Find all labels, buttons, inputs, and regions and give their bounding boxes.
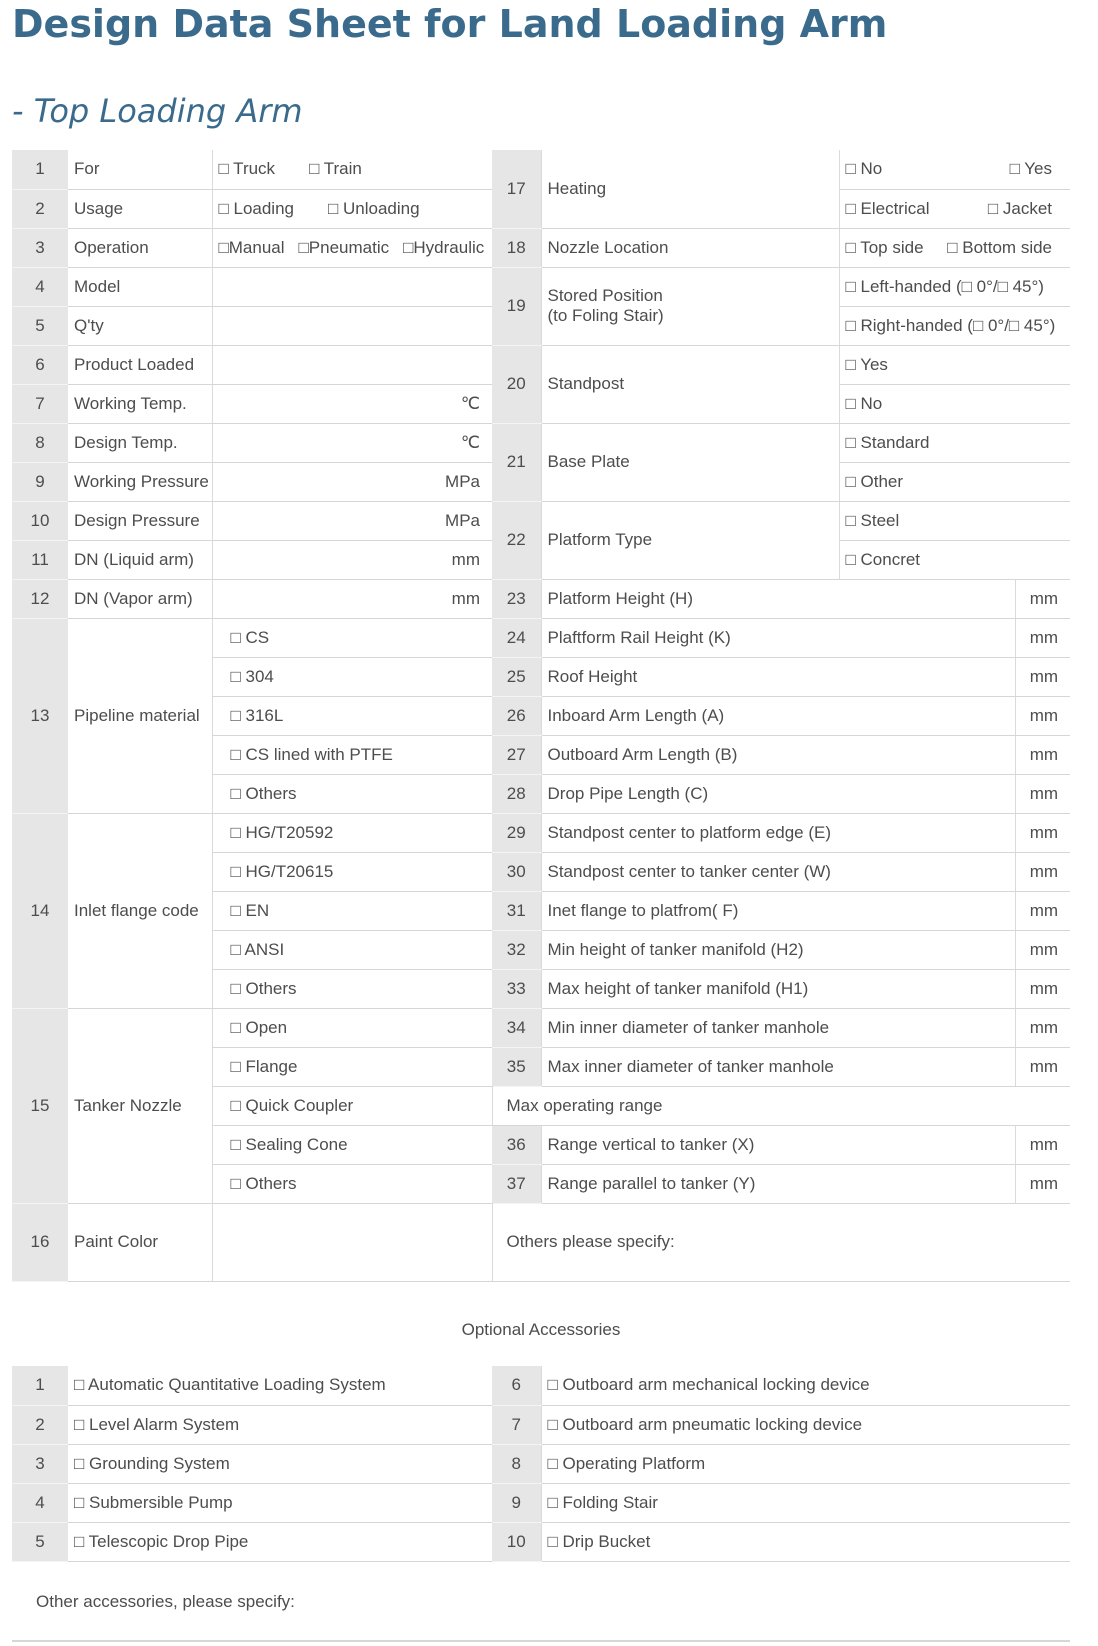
label-text: Base Plate <box>547 452 630 471</box>
option-cell <box>839 228 1070 267</box>
value-field[interactable]: mm <box>1015 618 1070 657</box>
row-label: Drop Pipe Length (C) <box>541 774 1015 813</box>
value-field[interactable]: mm <box>212 540 492 579</box>
table-row <box>12 1008 1070 1047</box>
row-label: For <box>68 150 212 189</box>
row-label: Plaftform Rail Height (K) <box>541 618 1015 657</box>
value-field[interactable]: MPa <box>212 501 492 540</box>
row-number: 8 <box>12 423 68 462</box>
row-number: 9 <box>492 1483 541 1522</box>
table-row <box>12 423 1070 462</box>
value-field[interactable]: mm <box>1015 579 1070 618</box>
page-subtitle: - Top Loading Arm <box>12 92 303 130</box>
value-field[interactable]: mm <box>1015 930 1070 969</box>
option-group <box>846 277 1065 297</box>
option-cell <box>839 423 1070 462</box>
checkbox-option[interactable]: □ Truck <box>218 159 276 179</box>
checkbox-option[interactable]: □ EN <box>230 900 270 920</box>
row-label: Tanker Nozzle <box>68 1008 212 1203</box>
checkbox-option[interactable]: □ Left-handed (□ 0°/□ 45°) <box>845 276 1044 296</box>
row-number: 4 <box>12 267 68 306</box>
row-label: Inet flange to platfrom( F) <box>541 891 1015 930</box>
option-group <box>846 472 1065 492</box>
row-label: Max height of tanker manifold (H1) <box>541 969 1015 1008</box>
checkbox-option[interactable]: □ Electrical <box>845 198 930 218</box>
table-row <box>12 267 1070 306</box>
row-label <box>541 345 839 423</box>
row-number: 30 <box>492 852 541 891</box>
row-label: Paint Color <box>68 1203 212 1281</box>
checkbox-option[interactable]: □ Jacket <box>987 198 1053 218</box>
row-number: 27 <box>492 735 541 774</box>
option-cell <box>839 345 1070 384</box>
checkbox-option[interactable]: □ Others <box>230 978 297 998</box>
row-number: 5 <box>12 1522 68 1561</box>
row-label: Min inner diameter of tanker manhole <box>541 1008 1015 1047</box>
option-group <box>846 433 1065 453</box>
checkbox-option[interactable]: □ CS <box>230 627 270 647</box>
checkbox-option[interactable]: □ Loading <box>218 198 294 218</box>
checkbox-option[interactable]: □ No <box>845 159 883 179</box>
row-label: Range parallel to tanker (Y) <box>541 1164 1015 1203</box>
row-label: Design Pressure <box>68 501 212 540</box>
accessory-checkbox[interactable]: □ Outboard arm mechanical locking device <box>541 1366 1070 1405</box>
checkbox-option[interactable]: □ Open <box>230 1017 288 1037</box>
accessory-checkbox[interactable]: □ Level Alarm System <box>68 1405 492 1444</box>
accessory-row <box>12 1366 1070 1405</box>
row-label: Max inner diameter of tanker manhole <box>541 1047 1015 1086</box>
accessory-row <box>12 1522 1070 1561</box>
accessory-checkbox[interactable]: □ Automatic Quantitative Loading System <box>68 1366 492 1405</box>
option-cell <box>212 1164 492 1203</box>
checkbox-option[interactable]: □ Train <box>309 159 362 179</box>
value-field[interactable]: MPa <box>212 462 492 501</box>
checkbox-option[interactable]: □Manual <box>218 237 285 257</box>
option-cell <box>839 384 1070 423</box>
accessories-heading: Optional Accessories <box>461 1320 621 1339</box>
option-group <box>846 355 1065 375</box>
checkbox-option[interactable]: □ 304 <box>230 666 274 686</box>
checkbox-option[interactable]: □ Yes <box>1009 159 1053 179</box>
row-label: DN (Liquid arm) <box>68 540 212 579</box>
option-group <box>846 394 1065 414</box>
value-field[interactable]: mm <box>1015 852 1070 891</box>
row-number: 28 <box>492 774 541 813</box>
row-label: Range vertical to tanker (X) <box>541 1125 1015 1164</box>
value-field[interactable]: mm <box>212 579 492 618</box>
checkbox-option[interactable]: □ HG/T20592 <box>230 822 334 842</box>
accessory-checkbox[interactable]: □ Operating Platform <box>541 1444 1070 1483</box>
checkbox-option[interactable]: □Pneumatic <box>298 237 390 257</box>
row-number: 25 <box>492 657 541 696</box>
checkbox-option[interactable]: □ Right-handed (□ 0°/□ 45°) <box>845 315 1056 335</box>
option-cell <box>212 189 492 228</box>
accessory-row <box>12 1483 1070 1522</box>
checkbox-option[interactable]: □ Flange <box>230 1056 298 1076</box>
table-row <box>12 345 1070 384</box>
checkbox-option[interactable]: □ Quick Coupler <box>230 1095 354 1115</box>
row-number: 10 <box>12 501 68 540</box>
row-number: 5 <box>12 306 68 345</box>
row-label: Standpost center to tanker center (W) <box>541 852 1015 891</box>
option-cell <box>212 735 492 774</box>
row-number: 3 <box>12 228 68 267</box>
row-number: 3 <box>12 1444 68 1483</box>
row-label: Inboard Arm Length (A) <box>541 696 1015 735</box>
row-number: 22 <box>492 501 541 579</box>
table-row <box>12 150 1070 189</box>
option-cell <box>212 1086 492 1125</box>
accessory-checkbox[interactable]: □ Grounding System <box>68 1444 492 1483</box>
bottom-divider <box>12 1640 1070 1642</box>
row-label: Design Temp. <box>68 423 212 462</box>
row-number: 23 <box>492 579 541 618</box>
option-cell <box>839 189 1070 228</box>
option-cell <box>212 774 492 813</box>
row-label: Roof Height <box>541 657 1015 696</box>
checkbox-option[interactable]: □ Bottom side <box>947 237 1053 257</box>
option-cell <box>839 540 1070 579</box>
checkbox-option[interactable]: □Hydraulic <box>403 237 485 257</box>
option-group <box>846 238 1065 258</box>
row-number: 37 <box>492 1164 541 1203</box>
row-number: 19 <box>492 267 541 345</box>
row-label <box>541 423 839 501</box>
table-row <box>12 501 1070 540</box>
option-cell <box>212 657 492 696</box>
range-heading: Max operating range <box>492 1086 1070 1125</box>
table-row <box>12 1203 1070 1242</box>
checkbox-option[interactable]: □ Top side <box>845 237 924 257</box>
option-cell <box>839 267 1070 306</box>
option-cell <box>212 228 492 267</box>
row-number: 12 <box>12 579 68 618</box>
checkbox-option[interactable]: □ Unloading <box>328 198 420 218</box>
row-label: Outboard Arm Length (B) <box>541 735 1015 774</box>
value-field[interactable]: mm <box>1015 1008 1070 1047</box>
other-accessories-label: Other accessories, please specify: <box>36 1592 295 1611</box>
option-cell <box>212 696 492 735</box>
option-cell <box>212 852 492 891</box>
checkbox-option[interactable]: □ Others <box>230 783 297 803</box>
design-data-table <box>12 150 1070 1476</box>
row-number: 17 <box>492 150 541 228</box>
label-text: Platform Type <box>547 530 653 549</box>
row-number: 32 <box>492 930 541 969</box>
row-number: 26 <box>492 696 541 735</box>
checkbox-option[interactable]: □ No <box>845 393 883 413</box>
option-cell <box>212 930 492 969</box>
page-title: Design Data Sheet for Land Loading Arm <box>12 2 888 46</box>
row-number: 35 <box>492 1047 541 1086</box>
accessories-table <box>12 1366 1070 1562</box>
row-number: 1 <box>12 1366 68 1405</box>
option-cell <box>839 501 1070 540</box>
value-field[interactable]: ℃ <box>212 423 492 462</box>
option-cell <box>212 1008 492 1047</box>
value-field[interactable] <box>212 345 492 384</box>
row-number: 14 <box>12 813 68 1008</box>
option-group <box>846 550 1065 570</box>
row-label: Min height of tanker manifold (H2) <box>541 930 1015 969</box>
row-number: 1 <box>12 150 68 189</box>
row-number: 34 <box>492 1008 541 1047</box>
row-number: 20 <box>492 345 541 423</box>
value-field[interactable]: mm <box>1015 891 1070 930</box>
table-row <box>12 618 1070 657</box>
value-field[interactable] <box>212 306 492 345</box>
value-field[interactable]: mm <box>1015 735 1070 774</box>
option-cell <box>212 813 492 852</box>
row-label: Q'ty <box>68 306 212 345</box>
checkbox-option[interactable]: □ 316L <box>230 705 284 725</box>
row-number: 16 <box>12 1203 68 1281</box>
row-number: 10 <box>492 1522 541 1561</box>
row-number: 2 <box>12 189 68 228</box>
row-number: 7 <box>12 384 68 423</box>
label-text: Nozzle Location <box>547 237 669 257</box>
option-cell <box>212 969 492 1008</box>
accessory-checkbox[interactable]: □ Submersible Pump <box>68 1483 492 1522</box>
value-field[interactable]: mm <box>1015 1125 1070 1164</box>
label-text: Standpost <box>547 374 625 393</box>
value-field[interactable] <box>212 267 492 306</box>
checkbox-option[interactable]: □ Other <box>845 471 904 491</box>
row-number: 11 <box>12 540 68 579</box>
checkbox-option[interactable]: □ Others <box>230 1173 297 1193</box>
row-number: 18 <box>492 228 541 267</box>
row-label: Pipeline material <box>68 618 212 813</box>
row-number: 29 <box>492 813 541 852</box>
table-row <box>12 813 1070 852</box>
option-cell <box>839 306 1070 345</box>
row-label: Inlet flange code <box>68 813 212 1008</box>
row-number: 7 <box>492 1405 541 1444</box>
accessory-checkbox[interactable]: □ Outboard arm pneumatic locking device <box>541 1405 1070 1444</box>
option-cell <box>212 618 492 657</box>
row-label: DN (Vapor arm) <box>68 579 212 618</box>
option-group <box>846 199 1065 219</box>
option-group <box>846 316 1065 336</box>
table-row <box>12 228 1070 267</box>
value-field[interactable]: mm <box>1015 969 1070 1008</box>
row-number: 13 <box>12 618 68 813</box>
row-label: Working Pressure <box>68 462 212 501</box>
row-label: Operation <box>68 228 212 267</box>
row-label <box>541 150 839 228</box>
checkbox-option[interactable]: □ Concret <box>845 549 921 569</box>
checkbox-option[interactable]: □ Steel <box>845 510 900 530</box>
option-group <box>846 511 1065 531</box>
value-field[interactable]: mm <box>1015 774 1070 813</box>
accessory-checkbox[interactable]: □ Drip Bucket <box>541 1522 1070 1561</box>
value-field[interactable]: mm <box>1015 657 1070 696</box>
table-row <box>12 1281 1070 1320</box>
row-number: 2 <box>12 1405 68 1444</box>
row-label <box>541 267 839 345</box>
row-label: Usage <box>68 189 212 228</box>
row-label: Platform Height (H) <box>541 579 1015 618</box>
accessory-row <box>12 1405 1070 1444</box>
row-number: 33 <box>492 969 541 1008</box>
accessory-checkbox[interactable]: □ Folding Stair <box>541 1483 1070 1522</box>
value-field[interactable]: mm <box>1015 1164 1070 1203</box>
row-number: 31 <box>492 891 541 930</box>
checkbox-option[interactable]: □ Sealing Cone <box>230 1134 348 1154</box>
value-field[interactable]: mm <box>1015 1047 1070 1086</box>
accessory-row <box>12 1444 1070 1483</box>
table-row <box>12 579 1070 618</box>
row-number: 36 <box>492 1125 541 1164</box>
row-number: 6 <box>12 345 68 384</box>
option-group <box>219 159 487 179</box>
option-group <box>846 159 1065 179</box>
row-number: 4 <box>12 1483 68 1522</box>
option-cell <box>212 891 492 930</box>
row-label: Working Temp. <box>68 384 212 423</box>
option-group <box>219 238 487 258</box>
option-cell <box>212 1125 492 1164</box>
others-specify-field[interactable]: Others please specify: <box>492 1203 1070 1281</box>
option-cell <box>212 150 492 189</box>
checkbox-option[interactable]: □ Yes <box>845 354 888 374</box>
row-number: 15 <box>12 1008 68 1203</box>
row-label <box>541 501 839 579</box>
row-label: Product Loaded <box>68 345 212 384</box>
value-field[interactable]: mm <box>1015 696 1070 735</box>
checkbox-option[interactable]: □ ANSI <box>230 939 285 959</box>
row-number: 8 <box>492 1444 541 1483</box>
option-cell <box>839 462 1070 501</box>
row-label: Standpost center to platform edge (E) <box>541 813 1015 852</box>
row-number: 24 <box>492 618 541 657</box>
option-cell <box>212 1047 492 1086</box>
checkbox-option[interactable]: □ Standard <box>845 432 930 452</box>
row-number: 6 <box>492 1366 541 1405</box>
value-field[interactable]: mm <box>1015 813 1070 852</box>
option-cell <box>839 150 1070 189</box>
checkbox-option[interactable]: □ HG/T20615 <box>230 861 334 881</box>
label-text: Heating <box>547 178 607 198</box>
paint-color-field[interactable] <box>212 1203 492 1281</box>
option-group <box>219 199 487 219</box>
row-label: Model <box>68 267 212 306</box>
checkbox-option[interactable]: □ CS lined with PTFE <box>230 744 393 764</box>
value-field[interactable]: ℃ <box>212 384 492 423</box>
accessory-checkbox[interactable]: □ Telescopic Drop Pipe <box>68 1522 492 1561</box>
label-subtext: (to Foling Stair) <box>547 306 664 325</box>
row-number: 9 <box>12 462 68 501</box>
label-text: Stored Position <box>547 286 663 305</box>
row-number: 21 <box>492 423 541 501</box>
row-label <box>541 228 839 267</box>
